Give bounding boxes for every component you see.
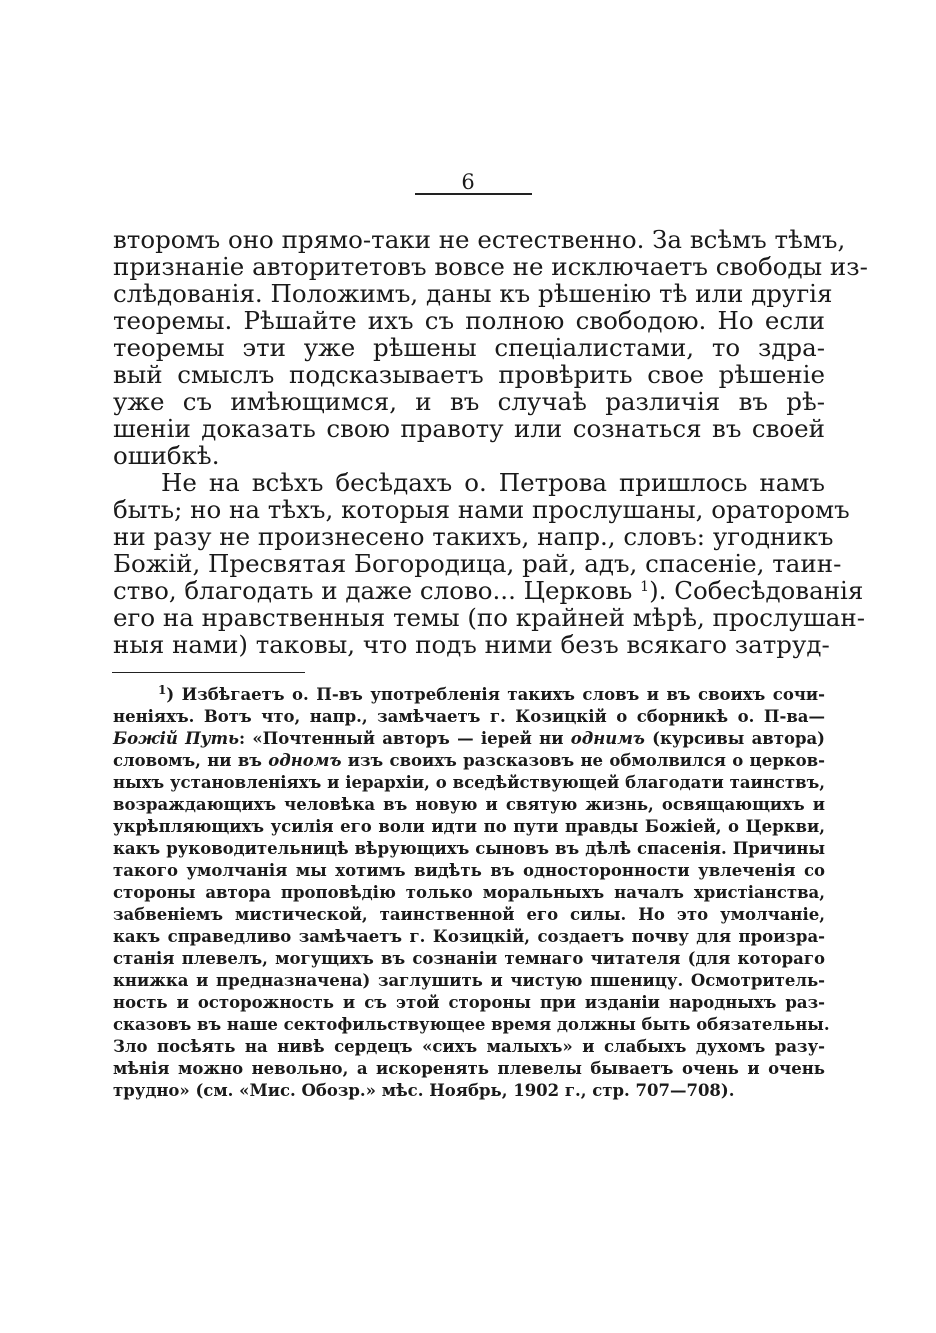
body-line: Божій, Пресвятая Богородица, рай, адъ, спасеніе, таин- [113,549,842,578]
footnote-text: ) Избѣгаетъ о. П-въ употребленія такихъ словъ и въ своихъ сочи- [166,685,825,704]
footnote-line [158,684,825,706]
body-line: слѣдованія. Положимъ, даны къ рѣшенію тѣ или другія [113,279,833,308]
body-line: признаніе авторитетовъ вовсе не исключаетъ свободы из- [113,252,868,281]
footnote-line: какъ справедливо замѣчаетъ г. Козицкій, создаетъ почву для произра- [113,927,825,946]
body-line-text: ство, благодать и даже слово... Церковь [113,576,641,605]
footnote-line: Зло посѣять на нивѣ сердецъ «сихъ малыхъ» и слабыхъ духомъ разу- [113,1037,825,1056]
footnote-line [113,728,825,750]
body-line-text: ). Собесѣдованія [649,576,864,605]
book-title: Божій Путь [113,729,239,748]
header-rule [415,193,532,195]
body-line: его на нравственныя темы (по крайней мѣрѣ, прослушан- [113,603,865,632]
footnote-line: ность и осторожность и съ этой стороны при изданіи народныхъ раз- [113,993,825,1012]
emphasis: одномъ [268,751,342,770]
footnote-line: мѣнія можно невольно, а искоренять плевелы бываетъ очень и очень [113,1059,825,1078]
footnote-text: словомъ, ни въ [113,751,269,770]
footnote-line: такого умолчанія мы хотимъ видѣть въ односторонности увлеченія со [113,861,825,880]
footnote-line: трудно» (см. «Мис. Обозр.» мѣс. Ноябрь, 1902 г., стр. 707—708). [113,1081,735,1100]
body-line: второмъ оно прямо-таки не естественно. За всѣмъ тѣмъ, [113,225,846,254]
footnote-line [113,750,825,772]
body-line: уже съ имѣющимся, и въ случаѣ различія въ рѣ- [113,387,825,416]
body-line: ныя нами) таковы, что подъ ними безъ всякаго затруд- [113,630,830,659]
footnote-line: ныхъ установленіяхъ и іерархіи, о вседѣйствующей благодати таинствъ, [113,773,825,792]
footnote-line: какъ руководительницѣ вѣрующихъ сыновъ въ дѣлѣ спасенія. Причины [113,839,825,858]
footnote-ref[interactable]: 1 [640,579,650,595]
body-line: Не на всѣхъ бесѣдахъ о. Петрова пришлось намъ [161,468,825,497]
body-line: вый смыслъ подсказываетъ провѣрить свое рѣшеніе [113,360,825,389]
footnote-line: укрѣпляющихъ усилія его воли идти по пути правды Божіей, о Церкви, [113,817,825,836]
footnote-line: станія плевелъ, могущихъ въ сознаніи темнаго читателя (для котораго [113,949,825,968]
footnote-line: неніяхъ. Вотъ что, напр., замѣчаетъ г. Козицкій о сборникѣ о. П-ва— [113,707,825,726]
footnote-text: изъ своихъ разсказовъ не обмолвился о церков- [341,751,825,770]
body-line: ошибкѣ. [113,441,220,470]
body-line: теоремы эти уже рѣшены спеціалистами, то здра- [113,333,825,362]
footnote-text: : «Почтенный авторъ — іерей ни [238,729,571,748]
body-line [113,576,864,605]
footnote-marker: 1 [158,683,167,697]
footnote-line: книжка и предназначена) заглушить и чистую пшеницу. Осмотритель- [113,971,825,990]
footnote-rule [112,672,305,673]
body-line: теоремы. Рѣшайте ихъ съ полною свободою. Но если [113,306,825,335]
footnote-line: стороны автора проповѣдію только моральныхъ началъ христіанства, [113,883,825,902]
emphasis: однимъ [570,729,645,748]
footnote-line: сказовъ въ наше сектофильствующее время должны быть обязательны. [113,1015,830,1034]
footnote-text: (курсивы автора) [644,729,825,748]
body-line: шеніи доказать свою правоту или сознаться въ своей [113,414,825,443]
footnote-line: возраждающихъ человѣка въ новую и святую жизнь, освящающихъ и [113,795,825,814]
body-line: быть; но на тѣхъ, которыя нами прослушаны, ораторомъ [113,495,850,524]
body-line: ни разу не произнесено такихъ, напр., словъ: угодникъ [113,522,834,551]
footnote-line: забвеніемъ мистической, таинственной его силы. Но это умолчаніе, [113,905,825,924]
page-number: 6 [461,170,475,194]
